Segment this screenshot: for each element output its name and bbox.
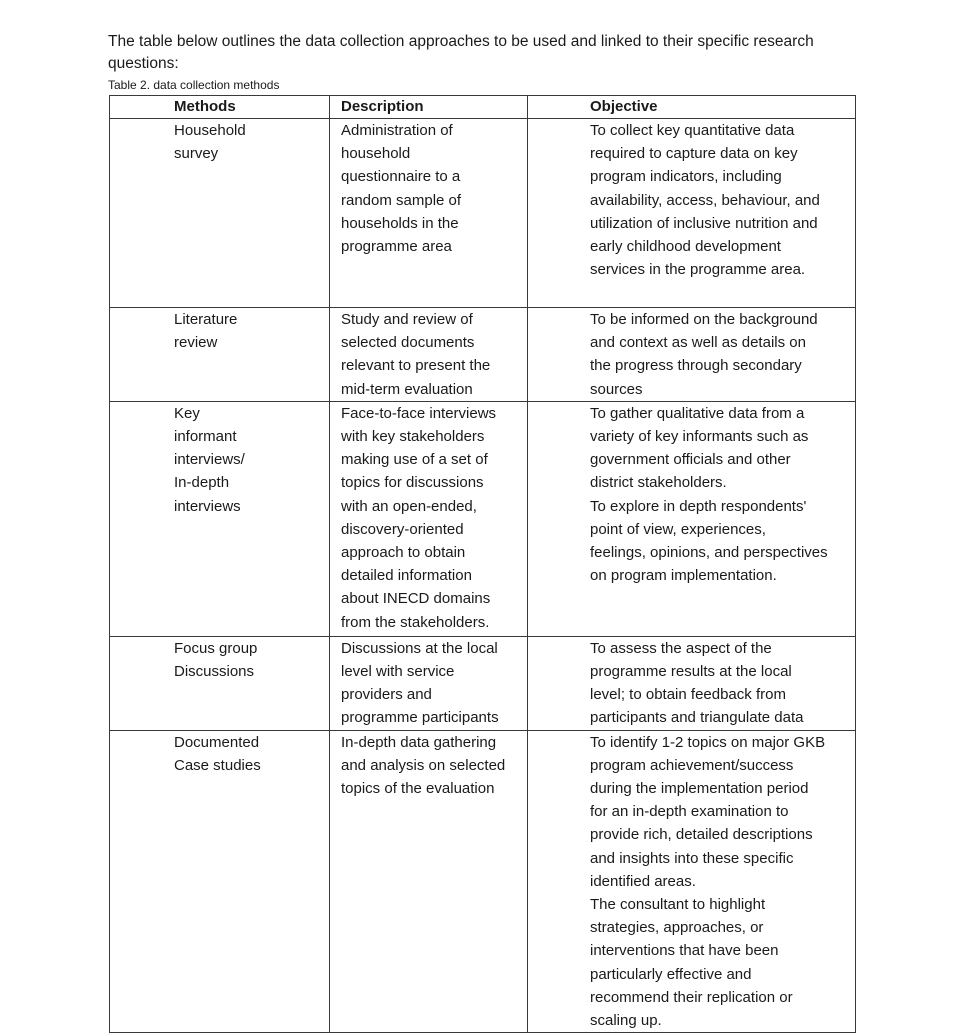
description-cell xyxy=(330,401,528,636)
cell-line: To assess the aspect of the xyxy=(590,639,772,657)
cell-line: interventions that have been xyxy=(590,942,779,960)
cell-line: providers and xyxy=(341,686,432,704)
cell-line: district stakeholders. xyxy=(590,474,727,492)
cell-line: Key xyxy=(174,404,200,422)
cell-line: variety of key informants such as xyxy=(590,428,809,446)
cell-line: strategies, approaches, or xyxy=(590,919,764,937)
cell-line: topics for discussions xyxy=(341,474,484,492)
cell-line: during the implementation period xyxy=(590,780,809,798)
description-cell xyxy=(330,308,528,402)
table-header-row xyxy=(110,96,856,119)
cell-line: questionnaire to a xyxy=(341,168,461,186)
cell-line: program indicators, including xyxy=(590,168,782,186)
cell-line: recommend their replication or xyxy=(590,988,793,1006)
cell-line: making use of a set of xyxy=(341,451,488,469)
cell-line: with key stakeholders xyxy=(341,428,485,446)
method-cell xyxy=(110,308,330,402)
cell-line: To collect key quantitative data xyxy=(590,122,795,139)
objective-cell xyxy=(528,730,856,1033)
cell-line: availability, access, behaviour, and xyxy=(590,191,820,209)
cell-line: for an in-depth examination to xyxy=(590,803,789,821)
table-row xyxy=(110,401,856,636)
cell-line: household xyxy=(341,145,411,163)
cell-line: utilization of inclusive nutrition and xyxy=(590,214,818,232)
intro-paragraph: The table below outlines the data collection approaches to be used and linked to their specific research questions: xyxy=(108,32,814,72)
cell-line: Study and review of xyxy=(341,311,473,328)
cell-line: point of view, experiences, xyxy=(590,520,766,538)
cell-line: In-depth data gathering xyxy=(341,733,497,751)
cell-line: Documented xyxy=(174,733,260,751)
cell-line: To explore in depth respondents' xyxy=(590,497,807,515)
cell-line: review xyxy=(174,334,218,352)
cell-line: programme area xyxy=(341,238,452,256)
method-cell xyxy=(110,730,330,1033)
cell-line: about INECD domains xyxy=(341,590,491,608)
cell-line: Administration of xyxy=(341,122,453,139)
cell-line: on program implementation. xyxy=(590,567,777,585)
cell-line: households in the xyxy=(341,214,459,232)
cell-line: selected documents xyxy=(341,334,475,352)
header-description: Description xyxy=(330,96,528,119)
cell-line: informant xyxy=(174,428,237,446)
table-caption: Table 2. data collection methods xyxy=(108,78,280,92)
cell-line: and insights into these specific xyxy=(590,849,794,867)
cell-line: required to capture data on key xyxy=(590,145,798,163)
cell-line: interviews xyxy=(174,497,241,515)
method-cell xyxy=(110,401,330,636)
cell-line: from the stakeholders. xyxy=(341,613,490,631)
objective-cell xyxy=(528,636,856,730)
cell-line: provide rich, detailed descriptions xyxy=(590,826,813,844)
cell-line: survey xyxy=(174,145,219,163)
cell-line: Literature xyxy=(174,311,238,328)
cell-line: programme results at the local xyxy=(590,663,792,681)
table-row xyxy=(110,636,856,730)
cell-line: To gather qualitative data from a xyxy=(590,404,805,422)
cell-line: To identify 1-2 topics on major GKB xyxy=(590,733,826,751)
header-objective: Objective xyxy=(528,96,856,119)
objective-cell xyxy=(528,401,856,636)
description-cell xyxy=(330,119,528,308)
cell-line: relevant to present the xyxy=(341,357,491,375)
cell-line: Focus group xyxy=(174,639,258,657)
cell-line: programme participants xyxy=(341,709,499,727)
cell-line: participants and triangulate data xyxy=(590,709,804,727)
cell-line: random sample of xyxy=(341,191,462,209)
cell-line: Case studies xyxy=(174,756,261,774)
cell-line: discovery-oriented xyxy=(341,520,464,538)
cell-line: Discussions at the local xyxy=(341,639,498,657)
cell-line: detailed information xyxy=(341,567,472,585)
table-row xyxy=(110,730,856,1033)
cell-line: scaling up. xyxy=(590,1012,662,1030)
description-cell xyxy=(330,636,528,730)
cell-line: and context as well as details on xyxy=(590,334,806,352)
cell-line: sources xyxy=(590,380,643,398)
cell-line: services in the programme area. xyxy=(590,261,806,279)
data-collection-methods-table xyxy=(109,95,856,1033)
method-cell xyxy=(110,119,330,308)
header-methods: Methods xyxy=(110,96,330,119)
cell-line: Discussions xyxy=(174,663,255,681)
cell-line: Household xyxy=(174,122,246,139)
cell-line: the progress through secondary xyxy=(590,357,802,375)
cell-line: Face-to-face interviews xyxy=(341,404,497,422)
cell-line: level with service xyxy=(341,663,455,681)
method-cell xyxy=(110,636,330,730)
table-row xyxy=(110,308,856,402)
cell-line: early childhood development xyxy=(590,238,781,256)
objective-cell xyxy=(528,308,856,402)
table-row xyxy=(110,119,856,308)
cell-line: particularly effective and xyxy=(590,965,752,983)
cell-line: interviews/ xyxy=(174,451,245,469)
cell-line: approach to obtain xyxy=(341,544,466,562)
cell-line: program achievement/success xyxy=(590,756,794,774)
objective-cell xyxy=(528,119,856,308)
cell-line: and analysis on selected xyxy=(341,756,506,774)
cell-line: In-depth xyxy=(174,474,230,492)
cell-line: government officials and other xyxy=(590,451,791,469)
description-cell xyxy=(330,730,528,1033)
cell-line: identified areas. xyxy=(590,872,696,890)
cell-line: with an open-ended, xyxy=(341,497,477,515)
cell-line: topics of the evaluation xyxy=(341,780,495,798)
cell-line: The consultant to highlight xyxy=(590,896,766,914)
cell-line: To be informed on the background xyxy=(590,311,818,328)
cell-line: level; to obtain feedback from xyxy=(590,686,786,704)
cell-line: mid-term evaluation xyxy=(341,380,473,398)
cell-line: feelings, opinions, and perspectives xyxy=(590,544,828,562)
